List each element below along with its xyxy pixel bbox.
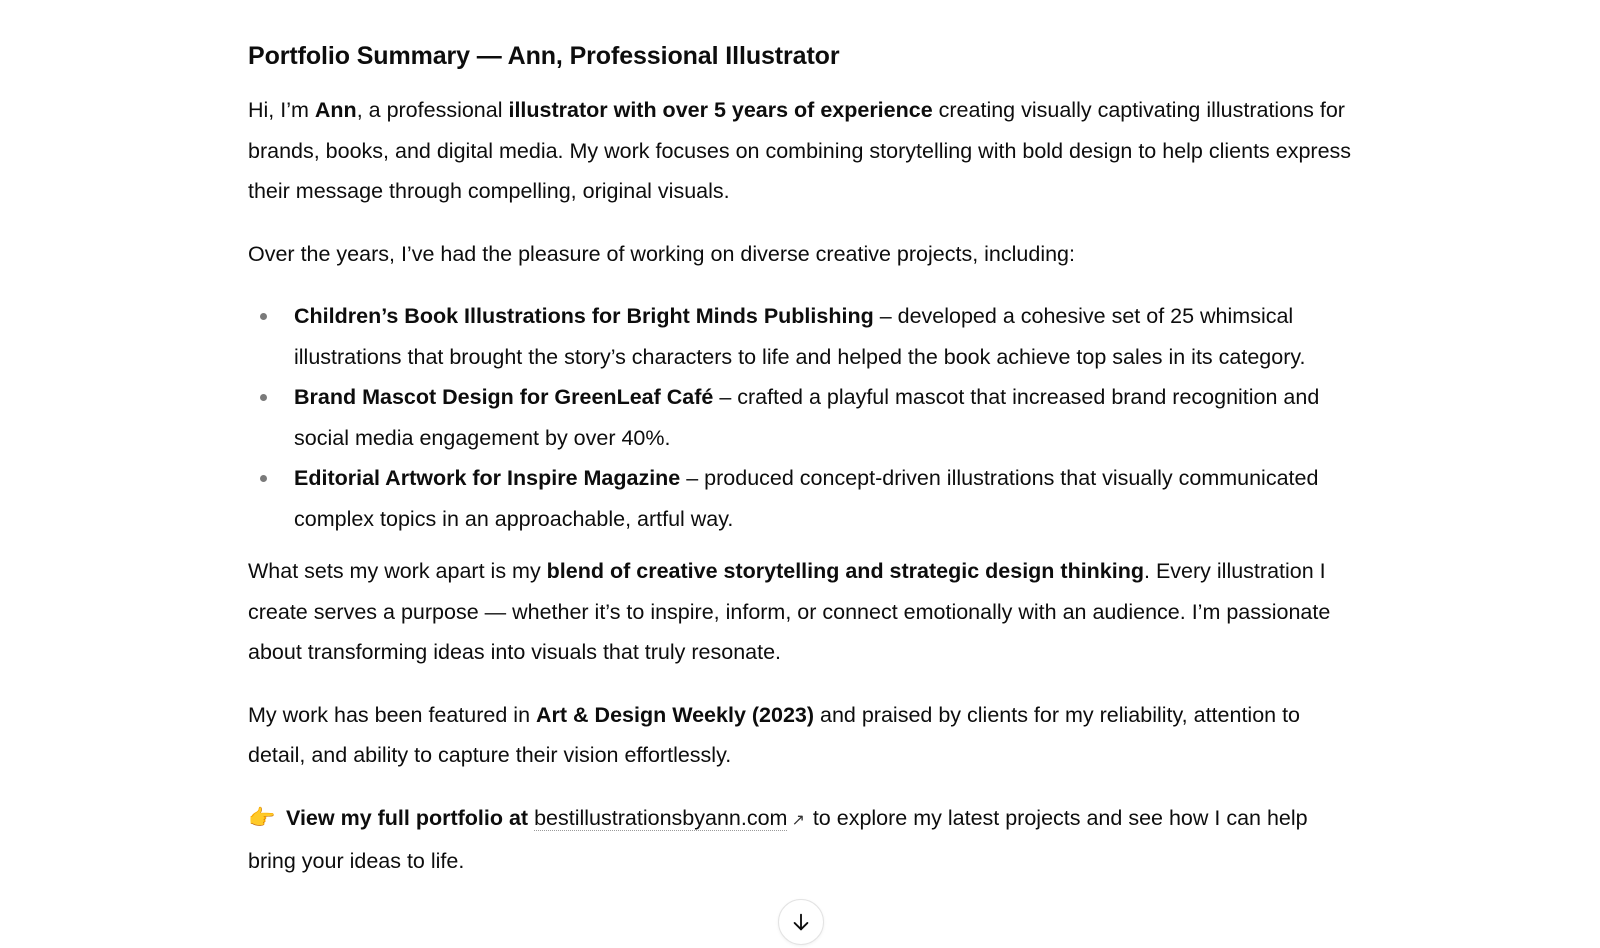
featured-paragraph — [248, 695, 1358, 776]
featured-text: My work has been featured in — [248, 702, 537, 727]
featured-text: and praised by clients for my reliability, attention to detail, and ability to capture their vision effortlessly. — [248, 702, 1301, 767]
portfolio-link[interactable]: bestillustrationsbyann.com — [534, 805, 788, 830]
differentiator-text: What sets my work apart is my — [248, 559, 547, 583]
pointing-hand-icon: 👉 — [248, 804, 276, 830]
list-item — [248, 377, 1358, 458]
arrow-down-icon — [790, 911, 812, 933]
featured-publication: Art & Design Weekly (2023) — [536, 702, 815, 727]
bullet-icon — [260, 475, 267, 482]
list-item — [248, 458, 1358, 539]
intro-experience: illustrator with over 5 years of experience — [508, 98, 933, 122]
project-description: – produced concept-driven illustrations that visually communicated complex topics in an approachable, artful way. — [294, 466, 1319, 531]
cta-text: to explore my latest projects and see how I can help bring your ideas to life. — [248, 805, 1308, 873]
project-name: Brand Mascot Design for GreenLeaf Café — [294, 385, 714, 409]
list-item — [248, 296, 1358, 377]
intro-text: creating visually captivating illustrations for brands, books, and digital media. My work focuses on combining storytelling with bold design to help clients express their message through compelling, original visuals. — [248, 98, 1352, 203]
project-description: – developed a cohesive set of 25 whimsical illustrations that brought the story’s characters to life and helped the book achieve top sales in its category. — [294, 304, 1306, 369]
external-link-icon[interactable]: ↗ — [791, 811, 805, 829]
differentiator-paragraph — [248, 551, 1358, 673]
cta-bold-text: View my full portfolio at — [286, 805, 529, 830]
differentiator-highlight: blend of creative storytelling and strategic design thinking — [546, 559, 1145, 583]
intro-text: , a professional — [356, 98, 509, 122]
message-content — [248, 36, 1358, 904]
cta-paragraph — [248, 798, 1358, 882]
project-name: Editorial Artwork for Inspire Magazine — [294, 466, 681, 490]
differentiator-text: . Every illustration I create serves a purpose — whether it’s to inspire, inform, or connect emotionally with an audience. I’m passionate about transforming ideas into visuals that truly resonate. — [248, 559, 1331, 664]
project-description: – crafted a playful mascot that increased brand recognition and social media engagement by over 40%. — [294, 385, 1320, 450]
intro-text: Hi, I’m — [248, 98, 315, 122]
intro-name: Ann — [314, 98, 357, 122]
intro-paragraph — [248, 90, 1358, 212]
bullet-icon — [260, 394, 267, 401]
page-title: Portfolio Summary — Ann, Professional Illustrator — [248, 42, 840, 70]
projects-intro: Over the years, I’ve had the pleasure of working on diverse creative projects, including: — [248, 241, 1075, 266]
project-name: Children’s Book Illustrations for Bright Minds Publishing — [294, 304, 874, 328]
bullet-icon — [260, 313, 267, 320]
scroll-to-bottom-button[interactable] — [778, 899, 824, 945]
projects-list — [248, 296, 1358, 539]
